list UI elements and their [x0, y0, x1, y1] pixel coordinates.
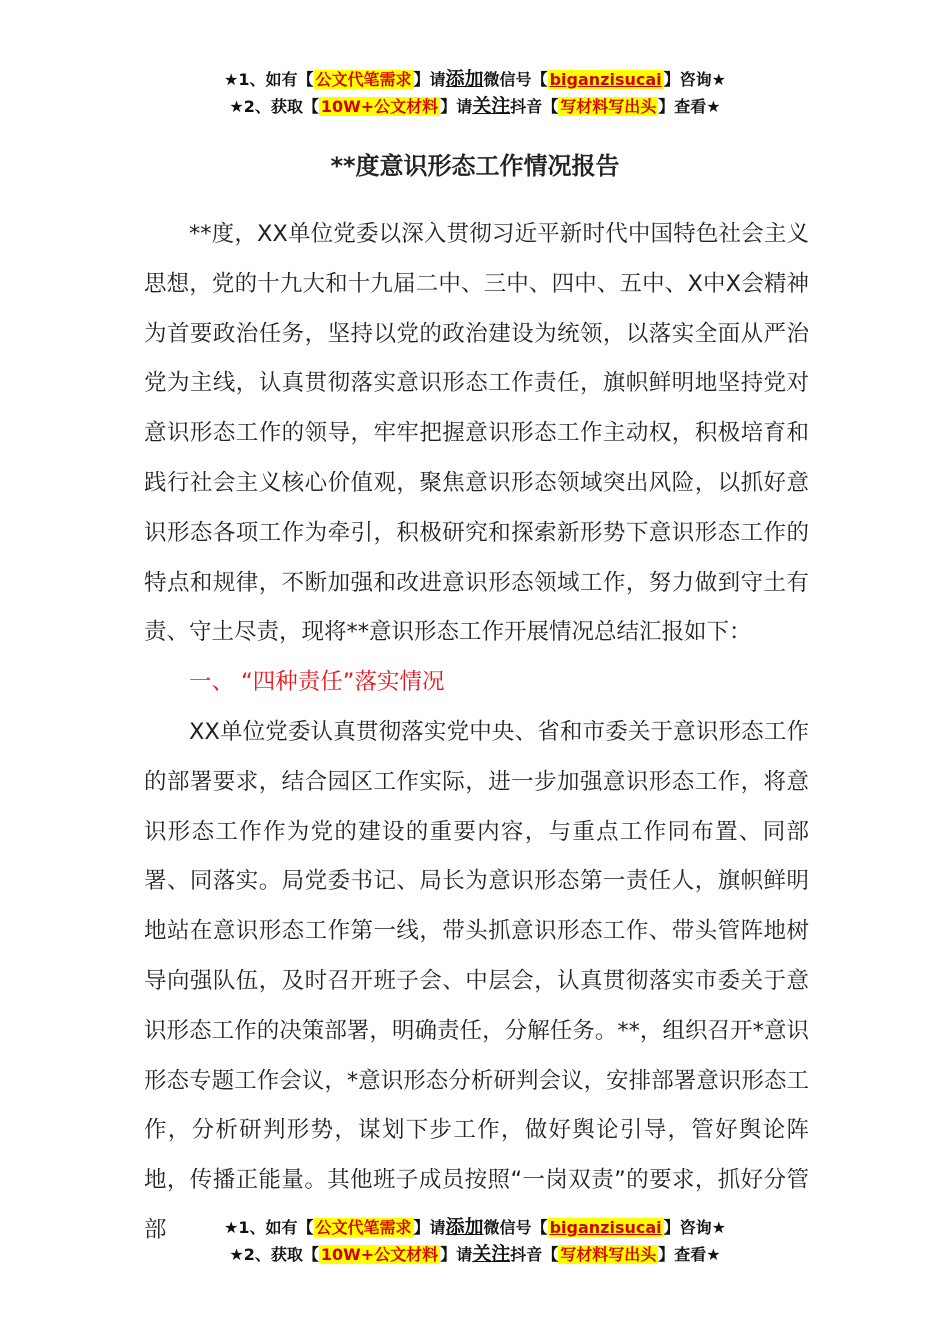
document-body — [144, 210, 809, 1256]
promo-line-1: ★1、如有【 公文代笔需求 】请添加微信号【 biganzisucai 】咨询★ — [224, 1216, 726, 1238]
wechat-id-highlight: biganzisucai — [549, 70, 662, 89]
section-1-paragraph: XX单位党委认真贯彻落实党中央、省和市委关于意识形态工作的部署要求，结合园区工作实际，进一步加强意识形态工作，将意识形态工作作为党的建设的重要内容，与重点工作同布置、同部署、同落实。局党委书记、局长为意识形态第一责任人，旗帜鲜明地站在意识形态工作第一线，带头抓意识形态工作、带头管阵地树导向强队伍，及时召开班子会、中层会，认真贯彻落实市委关于意识形态工作的决策部署，明确责任，分解任务。**，组织召开*意识形态专题工作会议，*意识形态分析研判会议，安排部署意识形态工作，分析研判形势，谋划下步工作，做好舆论引导，管好舆论阵地，传播正能量。其他班子成员按照“一岗双责”的要求，抓好分管部 — [144, 718, 809, 1243]
materials-highlight: 10W+公文材料 — [320, 1245, 439, 1264]
bottom-promo-banner — [0, 1214, 950, 1268]
service-highlight: 公文代笔需求 — [315, 70, 412, 89]
douyin-account-highlight: 写材料写出头 — [560, 97, 657, 116]
douyin-account-highlight: 写材料写出头 — [560, 1245, 657, 1264]
promo-line-2: ★2、获取【 10W+公文材料 】请关注抖音【 写材料写出头 】查看★ — [229, 1243, 721, 1265]
materials-highlight: 10W+公文材料 — [320, 97, 439, 116]
wechat-id-highlight: biganzisucai — [549, 1218, 662, 1237]
top-promo-banner — [0, 66, 950, 120]
section-heading-1: 一、 “四种责任”落实情况 — [189, 669, 445, 696]
document-title: **度意识形态工作情况报告 — [330, 152, 620, 180]
promo-line-1: ★1、如有【 公文代笔需求 】请添加微信号【 biganzisucai 】咨询★ — [224, 68, 726, 90]
service-highlight: 公文代笔需求 — [315, 1218, 412, 1237]
intro-paragraph: **度，XX单位党委以深入贯彻习近平新时代中国特色社会主义思想，党的十九大和十九届二中、三中、四中、五中、X中X会精神为首要政治任务，坚持以党的政治建设为统领，以落实全面从严治党为主线，认真贯彻落实意识形态工作责任，旗帜鲜明地坚持党对意识形态工作的领导，牢牢把握意识形态工作主动权，积极培育和践行社会主义核心价值观，聚焦意识形态领域突出风险，以抓好意识形态各项工作为牵引，积极研究和探索新形势下意识形态工作的特点和规律，不断加强和改进意识形态领域工作，努力做到守土有责、守土尽责，现将**意识形态工作开展情况总结汇报如下： — [144, 221, 809, 646]
promo-line-2: ★2、获取【 10W+公文材料 】请关注抖音【 写材料写出头 】查看★ — [229, 95, 721, 117]
